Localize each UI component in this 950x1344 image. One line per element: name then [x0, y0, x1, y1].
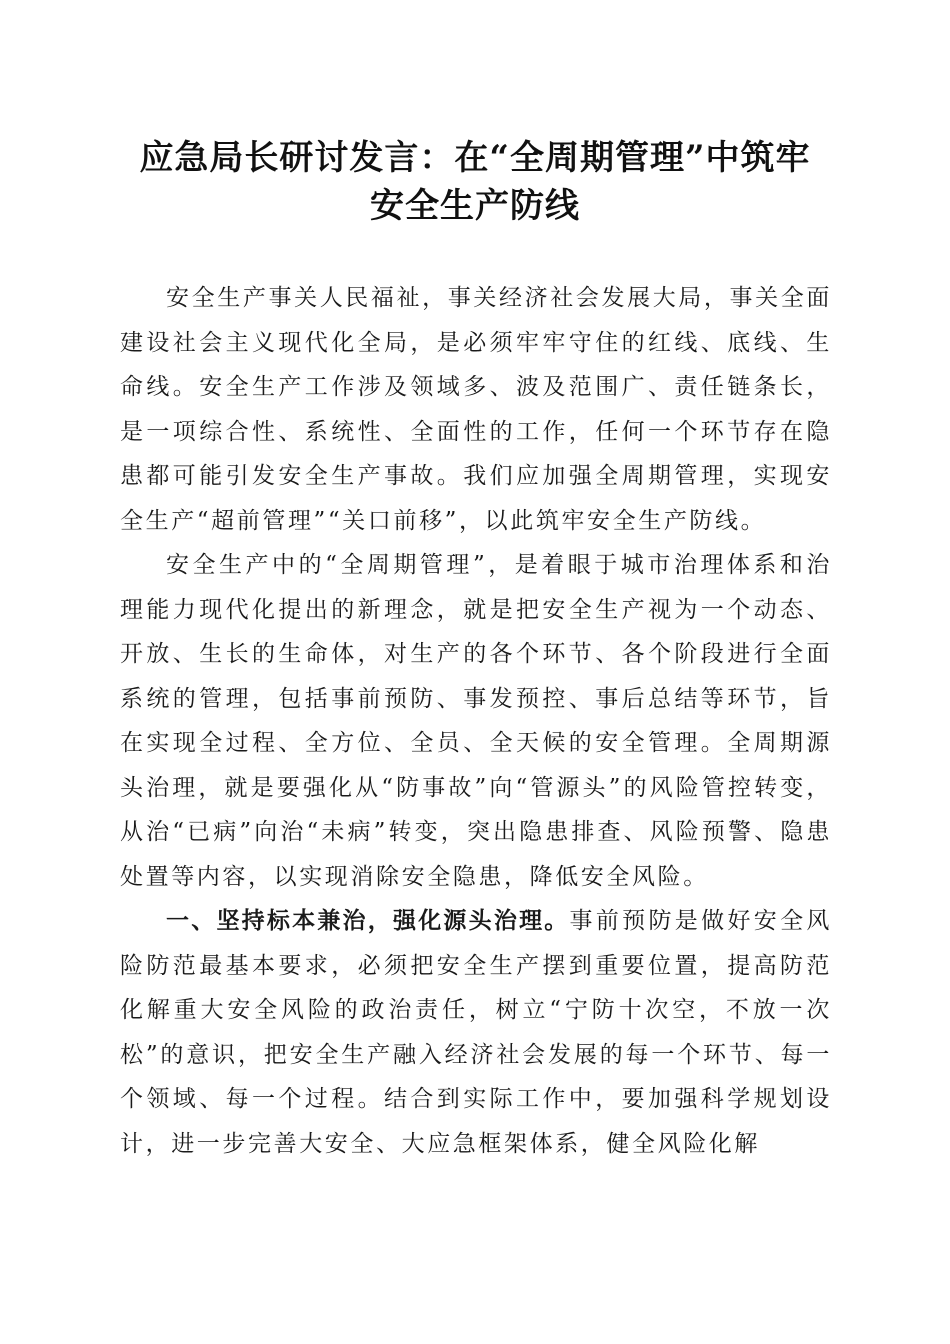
document-title	[100, 134, 850, 230]
title-line-2: 安全生产防线	[370, 186, 580, 226]
section-heading: 一、坚持标本兼治，强化源头治理。	[166, 908, 570, 934]
title-line-1: 应急局长研讨发言：在“全周期管理”中筑牢	[139, 138, 811, 178]
paragraph-text: 事前预防是做好安全风险防范最基本要求，必须把安全生产摆到重要位置，提高防范化解重大安全风险的政治责任，树立“宁防十次空，不放一次松”的意识，把安全生产融入经济社会发展的每一个环节、每一个领域、每一个过程。结合到实际工作中，要加强科学规划设计，进一步完善大安全、大应急框架体系，健全风险化解	[120, 908, 833, 1157]
paragraph-intro	[120, 276, 832, 543]
paragraph-full-cycle	[120, 543, 832, 899]
paragraph-text: 安全生产中的“全周期管理”，是着眼于城市治理体系和治理能力现代化提出的新理念，就是把安全生产视为一个动态、开放、生长的生命体，对生产的各个环节、各个阶段进行全面系统的管理，包括事前预防、事发预控、事后总结等环节，旨在实现全过程、全方位、全员、全天候的安全管理。全周期源头治理，就是要强化从“防事故”向“管源头”的风险管控转变，从治“已病”向治“未病”转变，突出隐患排查、风险预警、隐患处置等内容，以实现消除安全隐患，降低安全风险。	[120, 552, 832, 890]
paragraph-section-one	[120, 899, 832, 1166]
paragraph-text: 安全生产事关人民福祉，事关经济社会发展大局，事关全面建设社会主义现代化全局，是必须牢牢守住的红线、底线、生命线。安全生产工作涉及领域多、波及范围广、责任链条长，是一项综合性、系统性、全面性的工作，任何一个环节存在隐患都可能引发安全生产事故。我们应加强全周期管理，实现安全生产“超前管理”“关口前移”，以此筑牢安全生产防线。	[120, 285, 832, 534]
document-body	[120, 276, 832, 1166]
